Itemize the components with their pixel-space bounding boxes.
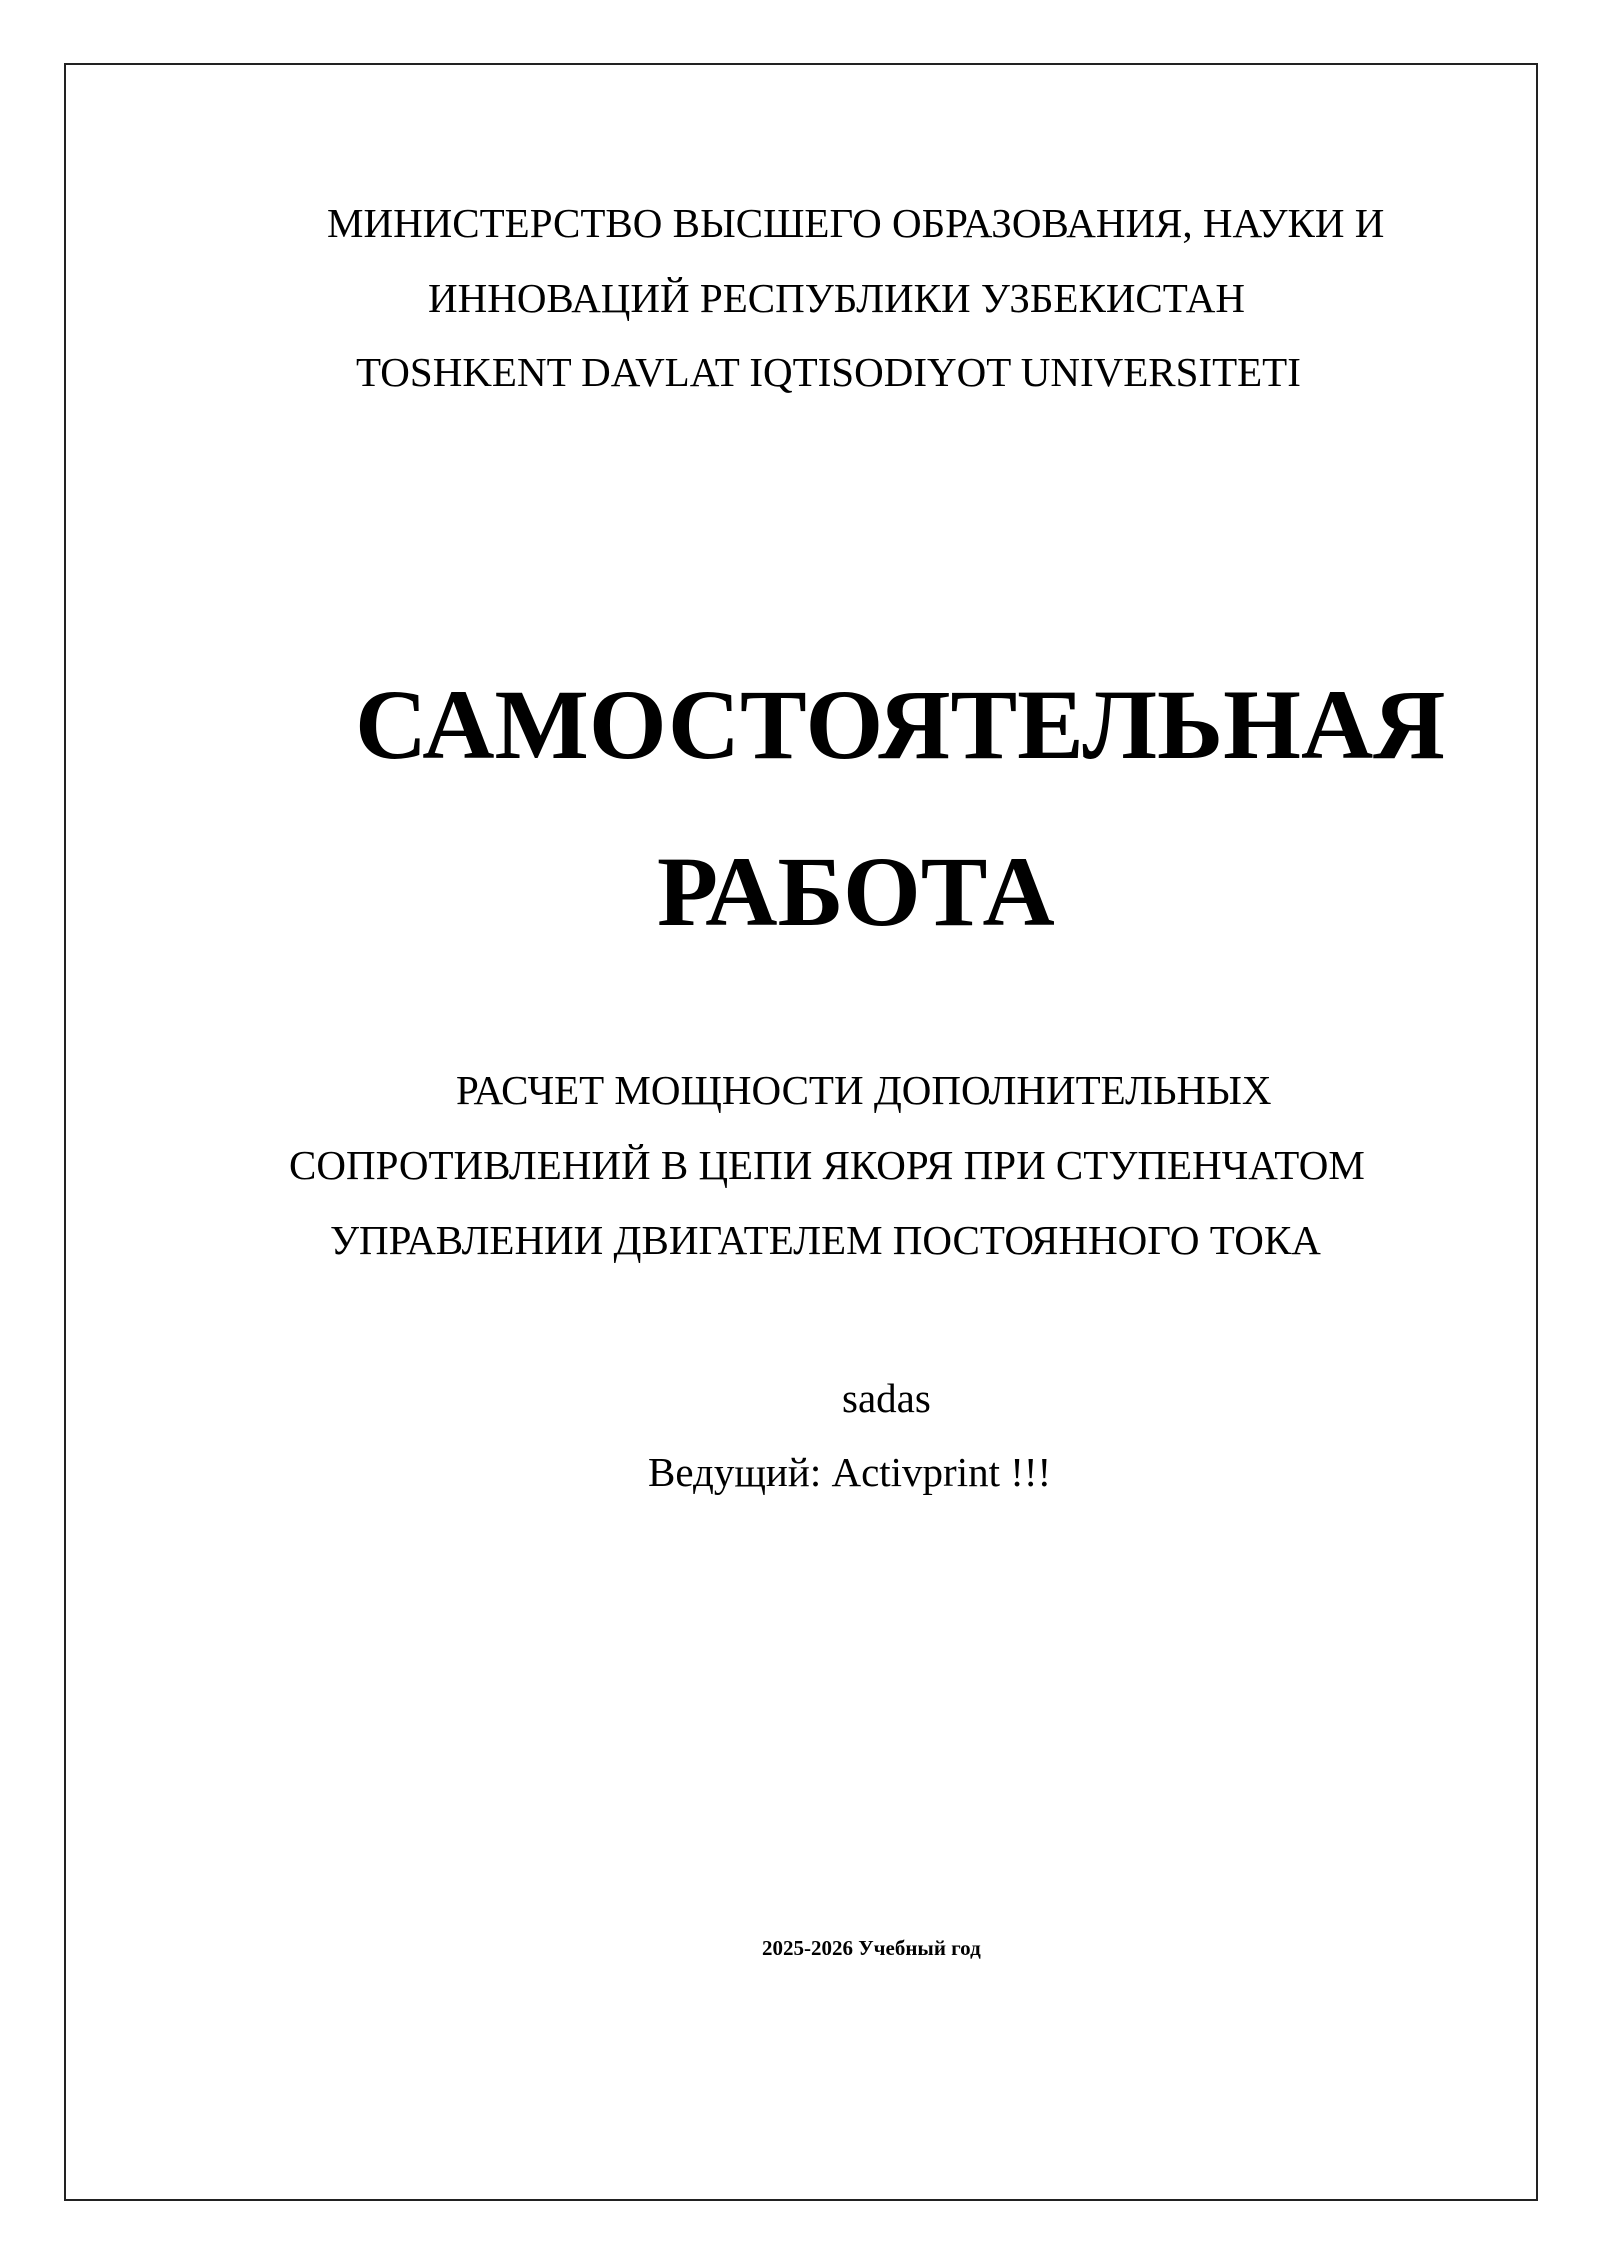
topic-line-2: СОПРОТИВЛЕНИЙ В ЦЕПИ ЯКОРЯ ПРИ СТУПЕНЧАТОМ <box>289 1142 1365 1188</box>
document-title-line-1: САМОСТОЯТЕЛЬНАЯ <box>355 669 1446 780</box>
document-title-line-2: РАБОТА <box>657 836 1055 947</box>
ministry-line-2: ИННОВАЦИЙ РЕСПУБЛИКИ УЗБЕКИСТАН <box>428 275 1245 321</box>
ministry-line-1: МИНИСТЕРСТВО ВЫСШЕГО ОБРАЗОВАНИЯ, НАУКИ И <box>327 200 1385 246</box>
university-name: TOSHKENT DAVLAT IQTISODIYOT UNIVERSITETI <box>356 349 1301 395</box>
topic-line-1: РАСЧЕТ МОЩНОСТИ ДОПОЛНИТЕЛЬНЫХ <box>456 1067 1272 1113</box>
supervisor-line: Ведущий: Activprint !!! <box>648 1449 1052 1495</box>
academic-year: 2025-2026 Учебный год <box>762 1936 981 1960</box>
student-name: sadas <box>842 1375 931 1421</box>
topic-line-3: УПРАВЛЕНИИ ДВИГАТЕЛЕМ ПОСТОЯННОГО ТОКА <box>330 1217 1321 1263</box>
